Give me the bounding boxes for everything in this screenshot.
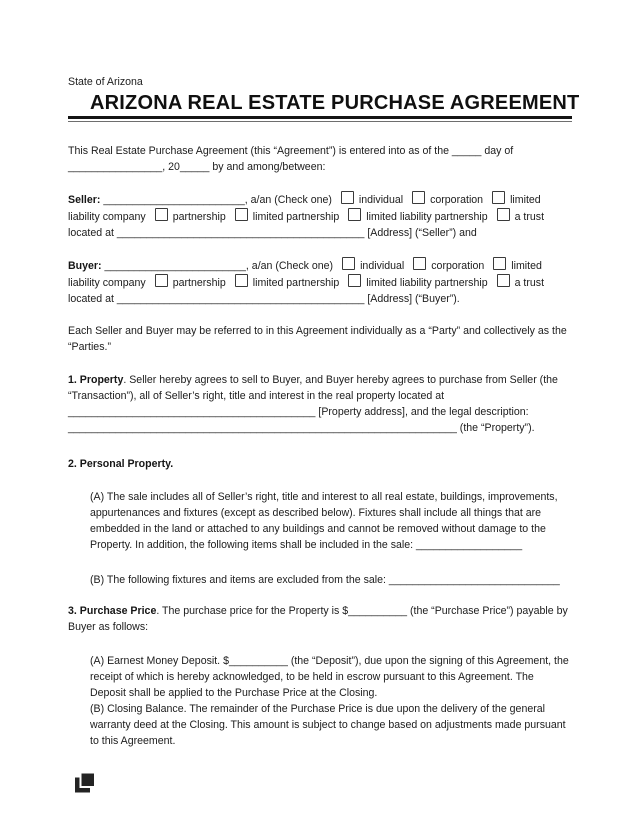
seller-checkbox-llc[interactable]	[492, 191, 505, 204]
seller-label: Seller:	[68, 194, 101, 206]
seller-checkbox-limited-partnership[interactable]	[235, 208, 248, 221]
seller-address-suffix: [Address] (“Seller”) and	[367, 227, 477, 239]
buyer-checkbox-limited-partnership[interactable]	[235, 274, 248, 287]
section-3-heading: 3. Purchase Price	[68, 605, 157, 617]
state-label: State of Arizona	[68, 76, 143, 88]
buyer-checkbox-llc[interactable]	[493, 257, 506, 270]
section-2-paragraph-b: (B) The following fixtures and items are excluded from the sale: _____________________________	[90, 574, 560, 586]
buyer-checkbox-trust[interactable]	[497, 274, 510, 287]
buyer-check-prompt: , a/an (Check one)	[245, 260, 334, 272]
seller-option-label: a trust	[514, 211, 545, 223]
buyer-clause	[68, 257, 572, 307]
buyer-label: Buyer:	[68, 260, 102, 272]
section-2-heading	[68, 456, 572, 472]
legaltemplates-logo	[75, 772, 96, 793]
section-1-property	[68, 372, 572, 436]
seller-clause	[68, 191, 572, 241]
seller-option-label: partnership	[172, 211, 226, 223]
buyer-address-blank[interactable]: __________________________________________	[116, 293, 365, 305]
seller-checkbox-individual[interactable]	[341, 191, 354, 204]
seller-option-label: corporation	[430, 194, 484, 206]
seller-checkbox-corporation[interactable]	[412, 191, 425, 204]
section-2-paragraph-a: (A) The sale includes all of Seller’s right, title and interest to all real estate, buildings, improvements, appurtenances and fixtures (except as described below). Fixtures shall include all things that are embedded in the land or attached to any buildings and cannot be removed without damage to the Property. In addition, the following items shall be included in the sale: __________________	[90, 491, 558, 551]
section-3-purchase-price	[68, 603, 572, 635]
seller-address-blank[interactable]: __________________________________________	[116, 227, 365, 239]
buyer-checkbox-corporation[interactable]	[413, 257, 426, 270]
buyer-checkbox-individual[interactable]	[342, 257, 355, 270]
seller-checkbox-trust[interactable]	[497, 208, 510, 221]
buyer-option-label: a trust	[514, 277, 545, 289]
buyer-located-at: located at	[68, 293, 114, 305]
seller-option-label: individual	[358, 194, 404, 206]
buyer-option-label: corporation	[431, 260, 485, 272]
seller-option-label: limited liability partnership	[366, 211, 488, 223]
section-1-body: . Seller hereby agrees to sell to Buyer, and Buyer hereby agrees to purchase from Seller (the “Transaction”), all of Seller’s right, title and interest in the real property located at __________________________________________ [Property address], and the legal description: __________________________________________________________________ (the “Property”).	[68, 374, 558, 434]
seller-name-blank[interactable]: ________________________	[103, 194, 245, 206]
buyer-option-label: limited partnership	[252, 277, 340, 289]
buyer-checkbox-partnership[interactable]	[155, 274, 168, 287]
buyer-option-label: partnership	[172, 277, 226, 289]
seller-checkbox-llp[interactable]	[348, 208, 361, 221]
intro-clause: This Real Estate Purchase Agreement (this “Agreement”) is entered into as of the _____ day of ________________, 20_____ by and among/between:	[68, 145, 514, 173]
seller-located-at: located at	[68, 227, 114, 239]
buyer-checkbox-llp[interactable]	[348, 274, 361, 287]
seller-option-label: limited liability company	[68, 194, 541, 223]
section-2-heading-text: 2. Personal Property.	[68, 458, 174, 470]
page-title: ARIZONA REAL ESTATE PURCHASE AGREEMENT	[90, 92, 580, 114]
section-1-heading: 1. Property	[68, 374, 124, 386]
section-3-paragraph-b: (B) Closing Balance. The remainder of the Purchase Price is due upon the delivery of the general warranty deed at the Closing. This amount is subject to change based on adjustments made pursuant to this Agreement.	[90, 703, 566, 747]
buyer-address-suffix: [Address] (“Buyer”).	[367, 293, 460, 305]
buyer-option-label: limited liability partnership	[366, 277, 488, 289]
title-underline	[68, 116, 572, 122]
buyer-name-blank[interactable]: ________________________	[104, 260, 246, 272]
section-3-paragraph-a: (A) Earnest Money Deposit. $__________ (the “Deposit”), due upon the signing of this Agreement, the receipt of which is hereby acknowledged, to be held in escrow pursuant to this Agreement. The Deposit shall be applied to the Purchase Price at the Closing.	[90, 655, 569, 699]
buyer-option-label: individual	[360, 260, 405, 272]
seller-check-prompt: , a/an (Check one)	[244, 194, 332, 206]
parties-clause: Each Seller and Buyer may be referred to in this Agreement individually as a “Party” and collectively as the “Parties.”	[68, 325, 567, 353]
buyer-option-label: limited liability company	[68, 260, 542, 289]
section-3-body: . The purchase price for the Property is $__________ (the “Purchase Price”) payable by Buyer as follows:	[68, 605, 568, 633]
seller-option-label: limited partnership	[252, 211, 340, 223]
seller-checkbox-partnership[interactable]	[155, 208, 168, 221]
legaltemplates-logo-icon	[75, 772, 96, 793]
